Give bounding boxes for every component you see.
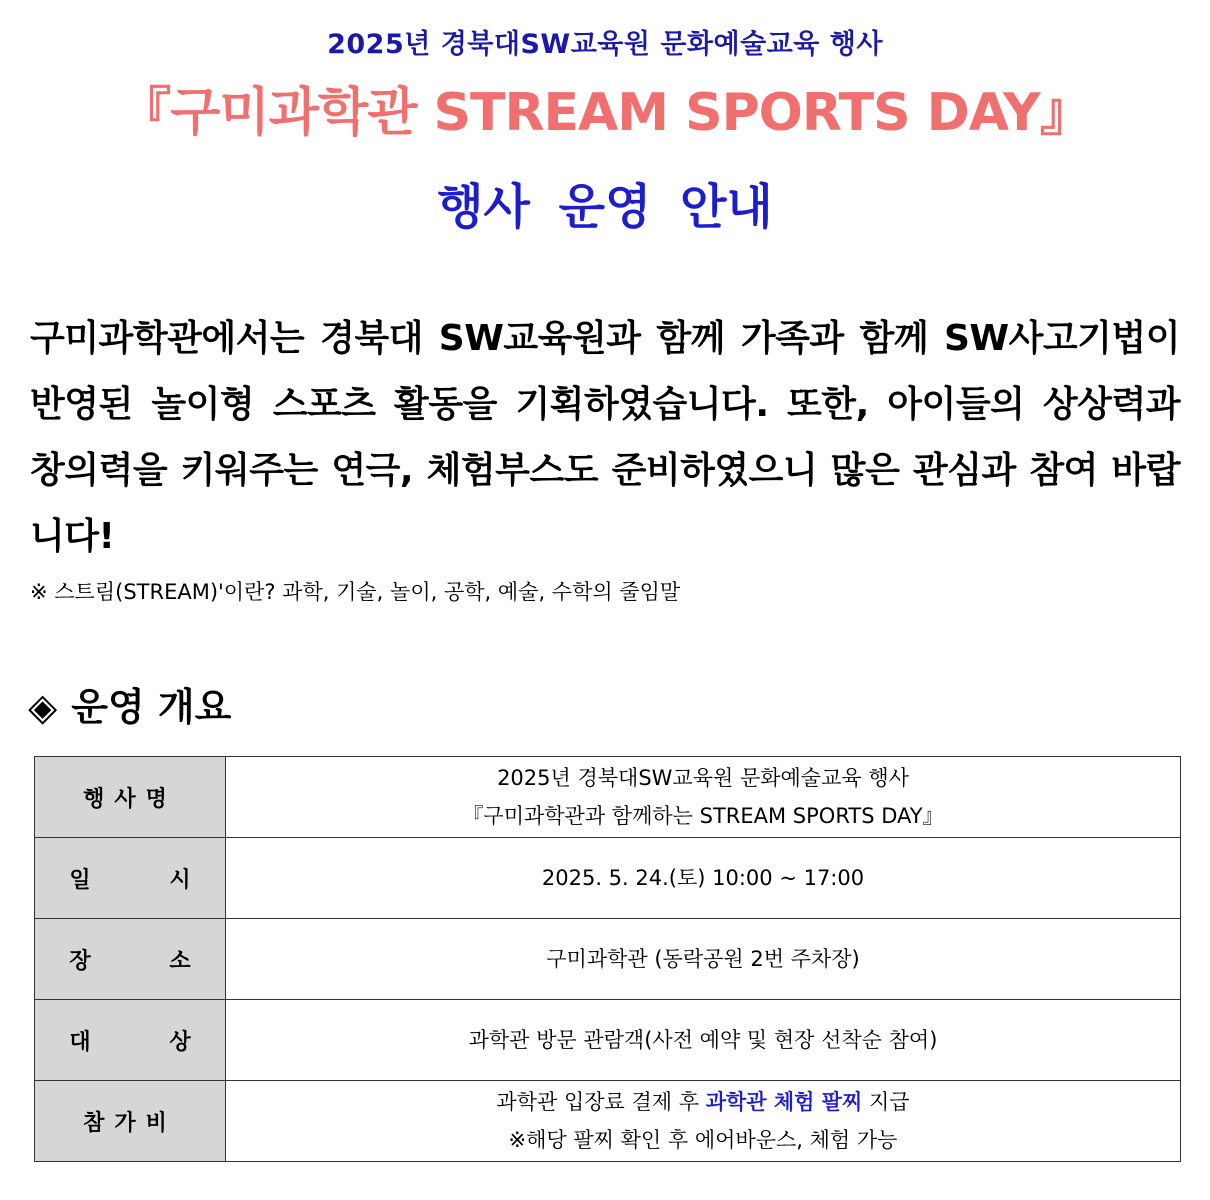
label-char: 상 [169, 1029, 191, 1055]
row-label-fee: 참가비 [35, 1081, 226, 1162]
fee-line2: ※해당 팔찌 확인 후 에어바운스, 체험 가능 [508, 1128, 898, 1152]
table-row [35, 919, 1181, 1000]
row-label-target [35, 1000, 226, 1081]
row-value-datetime: 2025. 5. 24.(토) 10:00 ~ 17:00 [226, 838, 1181, 919]
fee-text-before: 과학관 입장료 결제 후 [496, 1090, 706, 1114]
row-label-datetime [35, 838, 226, 919]
row-value-event-name [226, 757, 1181, 838]
table-row [35, 757, 1181, 838]
label-char: 시 [169, 867, 191, 893]
notice-title: 행사 운영 안내 [437, 179, 773, 235]
section-heading [28, 676, 231, 731]
event-main-title: 『구미과학관 STREAM SPORTS DAY』 [119, 83, 1091, 143]
diamond-icon: ◈ [28, 685, 58, 729]
event-subtitle: 2025년 경북대SW교육원 문화예술교육 행사 [327, 29, 883, 60]
fee-text-after: 지급 [862, 1090, 910, 1114]
row-value-fee [226, 1081, 1181, 1162]
intro-paragraph: 구미과학관에서는 경북대 SW교육원과 함께 가족과 함께 SW사고기법이 반영된 놀이형 스포츠 활동을 기획하였습니다. 또한, 아이들의 상상력과 창의력을 키워주는 연극, 체험부스도 준비하였으니 많은 관심과 참여 바랍니다! [30, 318, 1180, 557]
event-name-line2: 『구미과학관과 함께하는 STREAM SPORTS DAY』 [462, 804, 944, 828]
table-row [35, 1081, 1181, 1162]
section-title: 운영 개요 [71, 685, 232, 729]
label-char: 장 [69, 948, 91, 974]
table-row [35, 838, 1181, 919]
label-char: 일 [69, 867, 91, 893]
event-name-line1: 2025년 경북대SW교육원 문화예술교육 행사 [497, 766, 909, 790]
table-row [35, 1000, 1181, 1081]
row-value-place: 구미과학관 (동락공원 2번 주차장) [226, 919, 1181, 1000]
overview-table [34, 756, 1181, 1162]
fee-line1 [226, 1083, 1180, 1121]
row-label-event-name: 행사명 [35, 757, 226, 838]
row-value-target: 과학관 방문 관람객(사전 예약 및 현장 선착순 참여) [226, 1000, 1181, 1081]
label-char: 소 [169, 948, 191, 974]
row-label-place [35, 919, 226, 1000]
stream-footnote: ※ 스트림(STREAM)'이란? 과학, 기술, 놀이, 공학, 예술, 수학의 줄임말 [30, 580, 681, 604]
label-char: 대 [69, 1029, 91, 1055]
fee-highlight: 과학관 체험 팔찌 [705, 1090, 863, 1114]
